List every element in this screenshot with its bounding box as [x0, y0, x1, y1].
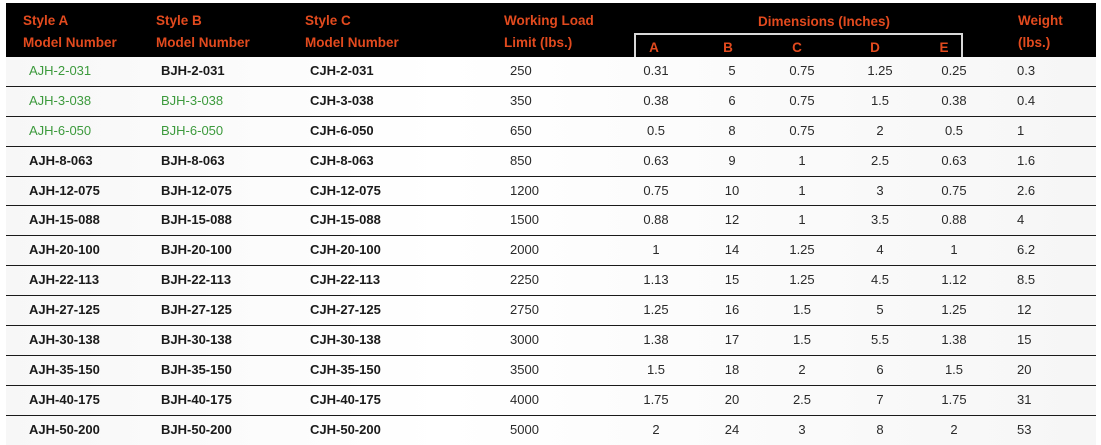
cell-dim-b: 5 — [728, 63, 736, 78]
cell-dim-c: 3 — [798, 421, 806, 437]
cell-dim-c: 1 — [798, 152, 806, 168]
cell-style-c: CJH-30-138 — [310, 332, 381, 348]
cell-style-c: CJH-2-031 — [310, 63, 374, 78]
cell-style-c: CJH-15-088 — [310, 212, 381, 228]
cell-load: 3500 — [510, 361, 539, 377]
cell-dim-b: 10 — [724, 182, 740, 198]
cell-dim-d: 3 — [876, 182, 884, 198]
cell-dim-a: 1.75 — [643, 391, 669, 407]
cell-dim-a: 1.5 — [646, 361, 666, 377]
cell-style-c: CJH-35-150 — [310, 361, 381, 377]
table-row — [6, 266, 1096, 296]
cell-load: 2000 — [510, 242, 539, 258]
cell-style-a: AJH-2-031 — [29, 63, 92, 78]
table-row — [6, 386, 1096, 416]
cell-dim-c: 1.5 — [792, 302, 812, 318]
table-row — [6, 57, 1096, 87]
cell-dim-b: 14 — [724, 242, 740, 258]
table-row — [6, 356, 1096, 386]
cell-style-a: AJH-30-138 — [29, 332, 100, 348]
cell-dim-e: 1.12 — [941, 272, 967, 288]
header-style-b-line1: Style B — [156, 13, 202, 28]
cell-weight: 31 — [1017, 391, 1032, 407]
cell-dim-d: 5 — [876, 302, 884, 318]
cell-weight: 12 — [1017, 302, 1032, 318]
cell-load: 2750 — [510, 302, 539, 318]
cell-style-c: CJH-20-100 — [310, 242, 381, 258]
table-row — [6, 147, 1096, 177]
cell-style-c: CJH-3-038 — [310, 92, 374, 108]
cell-dim-d: 7 — [876, 391, 884, 407]
cell-dim-d: 1.25 — [867, 63, 893, 78]
cell-dim-d: 5.5 — [870, 332, 890, 348]
cell-load: 5000 — [510, 421, 539, 437]
cell-style-a: AJH-15-088 — [29, 212, 100, 228]
cell-load: 650 — [510, 122, 532, 138]
cell-dim-e: 1.25 — [941, 302, 967, 318]
cell-style-a: AJH-35-150 — [29, 361, 100, 377]
cell-dim-c: 0.75 — [789, 63, 815, 78]
cell-style-b: BJH-40-175 — [161, 391, 232, 407]
cell-dim-d: 2 — [876, 122, 884, 138]
cell-dim-d: 2.5 — [870, 152, 890, 168]
table-row — [6, 206, 1096, 236]
cell-dim-a: 0.5 — [646, 122, 666, 138]
cell-dim-a: 2 — [652, 421, 660, 437]
table-row — [6, 416, 1096, 445]
header-dim-a: A — [649, 40, 659, 55]
cell-load: 2250 — [510, 272, 539, 288]
header-style-b-line2: Model Number — [156, 35, 250, 50]
header-weight — [1018, 12, 1063, 51]
cell-style-a: AJH-40-175 — [29, 391, 100, 407]
cell-dim-a: 0.38 — [643, 92, 669, 108]
header-style-c-line2: Model Number — [305, 35, 399, 50]
cell-dim-c: 0.75 — [789, 92, 815, 108]
table-row — [6, 326, 1096, 356]
cell-dim-a: 1.38 — [643, 332, 669, 348]
cell-style-b: BJH-30-138 — [161, 332, 232, 348]
cell-style-a: AJH-6-050 — [29, 122, 92, 138]
cell-dim-b: 8 — [728, 122, 736, 138]
cell-weight: 0.3 — [1017, 63, 1036, 78]
cell-dim-a: 0.63 — [643, 152, 669, 168]
cell-dim-e: 1.75 — [941, 391, 967, 407]
header-dim-b: B — [723, 40, 733, 55]
cell-style-c: CJH-27-125 — [310, 302, 381, 318]
table-row — [6, 296, 1096, 326]
cell-dim-d: 6 — [876, 361, 884, 377]
table-row — [6, 177, 1096, 207]
cell-weight: 1 — [1017, 122, 1025, 138]
header-dimensions-title: Dimensions (Inches) — [758, 14, 891, 29]
cell-load: 250 — [510, 63, 532, 78]
header-style-b — [156, 12, 250, 51]
cell-dim-e: 0.25 — [941, 63, 967, 78]
cell-load: 350 — [510, 92, 532, 108]
table-row — [6, 87, 1096, 117]
cell-dim-e: 0.75 — [941, 182, 967, 198]
table-body — [6, 57, 1096, 445]
table-row — [6, 236, 1096, 266]
cell-dim-d: 8 — [876, 421, 884, 437]
cell-weight: 53 — [1017, 421, 1032, 437]
cell-style-b: BJH-15-088 — [161, 212, 232, 228]
header-dim-d: D — [870, 40, 880, 55]
cell-weight: 2.6 — [1017, 182, 1036, 198]
cell-weight: 0.4 — [1017, 92, 1036, 108]
table-row — [6, 117, 1096, 147]
header-style-c — [305, 12, 399, 51]
cell-style-a: AJH-12-075 — [29, 182, 100, 198]
cell-dim-b: 16 — [724, 302, 740, 318]
header-style-a — [23, 12, 117, 51]
header-load-line2: Limit (lbs.) — [504, 35, 573, 50]
cell-style-b: BJH-20-100 — [161, 242, 232, 258]
cell-dim-b: 6 — [728, 92, 736, 108]
cell-dim-c: 1.25 — [789, 242, 815, 258]
cell-style-c: CJH-12-075 — [310, 182, 381, 198]
cell-style-b: BJH-50-200 — [161, 421, 232, 437]
cell-dim-c: 1 — [798, 212, 806, 228]
header-style-c-line1: Style C — [305, 13, 351, 28]
cell-style-b: BJH-27-125 — [161, 302, 232, 318]
cell-style-b: BJH-2-031 — [161, 63, 225, 78]
header-weight-line1: Weight — [1018, 13, 1063, 28]
cell-style-b: BJH-6-050 — [161, 122, 224, 138]
cell-dim-b: 17 — [724, 332, 740, 348]
cell-dim-c: 1.5 — [792, 332, 812, 348]
cell-style-a: AJH-8-063 — [29, 152, 93, 168]
cell-style-b: BJH-12-075 — [161, 182, 232, 198]
cell-weight: 15 — [1017, 332, 1032, 348]
cell-dim-c: 2 — [798, 361, 806, 377]
cell-dim-b: 12 — [724, 212, 740, 228]
cell-style-c: CJH-50-200 — [310, 421, 381, 437]
cell-dim-e: 0.5 — [944, 122, 964, 138]
cell-weight: 4 — [1017, 212, 1025, 228]
cell-dim-b: 18 — [724, 361, 740, 377]
cell-weight: 8.5 — [1017, 272, 1036, 288]
cell-dim-d: 3.5 — [870, 212, 890, 228]
cell-dim-e: 0.38 — [941, 92, 967, 108]
cell-dim-c: 1 — [798, 182, 806, 198]
cell-dim-a: 0.75 — [643, 182, 669, 198]
cell-load: 3000 — [510, 332, 539, 348]
cell-load: 1500 — [510, 212, 539, 228]
cell-dim-b: 15 — [724, 272, 740, 288]
cell-dim-d: 4.5 — [870, 272, 890, 288]
cell-dim-e: 0.63 — [941, 152, 967, 168]
cell-dim-a: 1 — [652, 242, 660, 258]
header-load-line1: Working Load — [504, 13, 594, 28]
cell-dim-e: 1.5 — [944, 361, 964, 377]
cell-style-b: BJH-22-113 — [161, 272, 232, 288]
cell-load: 850 — [510, 152, 532, 168]
cell-dim-e: 1 — [950, 242, 958, 258]
cell-dim-c: 2.5 — [792, 391, 812, 407]
cell-dim-b: 24 — [724, 421, 740, 437]
table-header — [6, 3, 1096, 57]
cell-dim-e: 0.88 — [941, 212, 967, 228]
cell-dim-d: 4 — [876, 242, 884, 258]
header-weight-line2: (lbs.) — [1018, 35, 1051, 50]
header-style-a-line1: Style A — [23, 13, 69, 28]
cell-style-b: BJH-35-150 — [161, 361, 232, 377]
cell-dim-c: 1.25 — [789, 272, 815, 288]
cell-style-a: AJH-27-125 — [29, 302, 100, 318]
header-dim-c: C — [792, 40, 802, 55]
cell-dim-d: 1.5 — [870, 92, 890, 108]
cell-style-a: AJH-20-100 — [29, 242, 100, 258]
cell-dim-a: 0.88 — [643, 212, 669, 228]
cell-style-c: CJH-22-113 — [310, 272, 381, 288]
header-style-a-line2: Model Number — [23, 35, 117, 50]
cell-weight: 6.2 — [1017, 242, 1036, 258]
header-working-load — [504, 12, 594, 51]
cell-weight: 1.6 — [1017, 152, 1036, 168]
cell-style-b: BJH-3-038 — [161, 92, 224, 108]
cell-dim-a: 1.13 — [643, 272, 669, 288]
cell-load: 4000 — [510, 391, 539, 407]
cell-dim-b: 9 — [728, 152, 736, 168]
cell-style-c: CJH-40-175 — [310, 391, 381, 407]
cell-style-c: CJH-8-063 — [310, 152, 374, 168]
cell-style-a: AJH-3-038 — [29, 92, 92, 108]
cell-style-a: AJH-50-200 — [29, 421, 100, 437]
cell-dim-c: 0.75 — [789, 122, 815, 138]
header-dim-e: E — [939, 40, 949, 55]
cell-style-a: AJH-22-113 — [29, 272, 100, 288]
cell-dim-b: 20 — [724, 391, 740, 407]
cell-dim-a: 1.25 — [643, 302, 669, 318]
cell-load: 1200 — [510, 182, 539, 198]
cell-dim-e: 2 — [950, 421, 958, 437]
cell-dim-e: 1.38 — [941, 332, 967, 348]
cell-weight: 20 — [1017, 361, 1032, 377]
cell-style-b: BJH-8-063 — [161, 152, 225, 168]
cell-dim-a: 0.31 — [643, 63, 669, 78]
cell-style-c: CJH-6-050 — [310, 122, 374, 138]
